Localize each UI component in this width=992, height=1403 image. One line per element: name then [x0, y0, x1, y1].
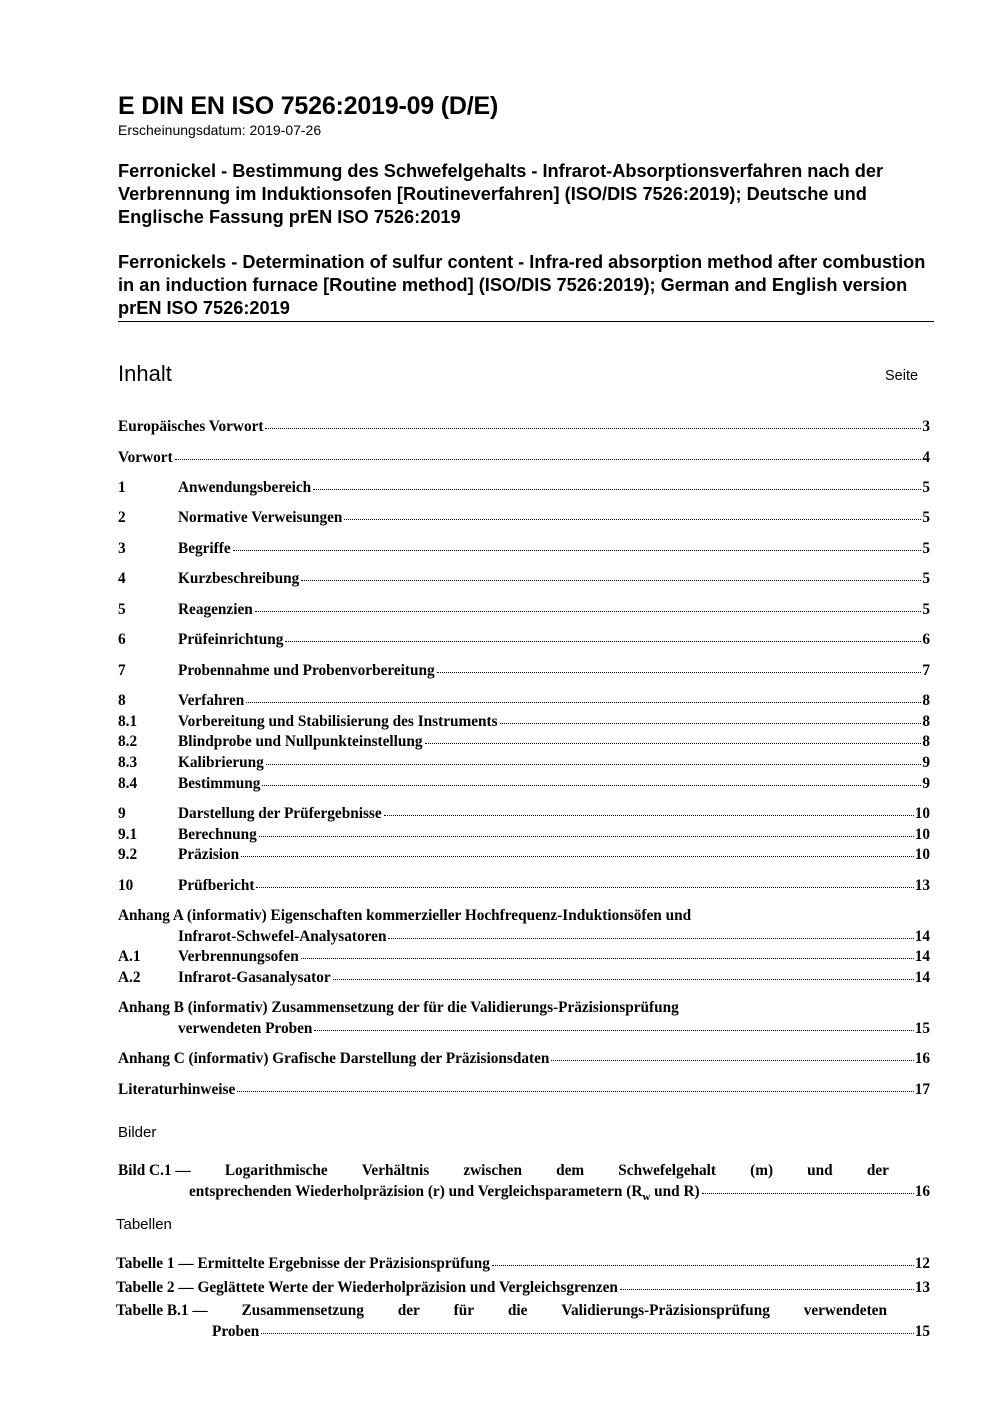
- publication-date: Erscheinungsdatum: 2019-07-26: [118, 122, 322, 138]
- toc-entry[interactable]: 9.1 Berechnung 10: [118, 826, 930, 843]
- toc-entry[interactable]: 6 Prüfeinrichtung 6: [118, 631, 930, 648]
- title-english: Ferronickels - Determination of sulfur content - Infra-red absorption method after combustion in an induction furnace [Routine method] (ISO/DIS 7526:2019); German and English version prEN ISO 7526:2019: [118, 252, 926, 318]
- toc-entry[interactable]: 1 Anwendungsbereich 5: [118, 479, 930, 496]
- toc-entry[interactable]: Europäisches Vorwort 3: [118, 418, 930, 435]
- toc-entry[interactable]: 2 Normative Verweisungen 5: [118, 509, 930, 526]
- table-1-entry[interactable]: Tabelle 1 — Ermittelte Ergebnisse der Präzisionsprüfung 12: [116, 1255, 930, 1272]
- annex-a-title[interactable]: Anhang A (informativ) Eigenschaften kommerzieller Hochfrequenz-Induktionsöfen und: [118, 907, 692, 924]
- annex-c-entry[interactable]: Anhang C (informativ) Grafische Darstellung der Präzisionsdaten 16: [118, 1050, 930, 1067]
- annex-b-title[interactable]: Anhang B (informativ) Zusammensetzung der für die Validierungs-Präzisionsprüfung: [118, 999, 679, 1016]
- toc-entry[interactable]: 4 Kurzbeschreibung 5: [118, 570, 930, 587]
- toc-page-label: Seite: [885, 368, 919, 384]
- toc-entry[interactable]: 7 Probennahme und Probenvorbereitung 7: [118, 662, 930, 679]
- figures-heading: Bilder: [118, 1124, 157, 1141]
- document-title: E DIN EN ISO 7526:2019-09 (D/E): [118, 92, 499, 120]
- references-entry[interactable]: Literaturhinweise 17: [118, 1081, 930, 1098]
- toc-entry[interactable]: 8.1 Vorbereitung und Stabilisierung des Instruments 8: [118, 713, 930, 730]
- tables-heading: Tabellen: [116, 1216, 172, 1233]
- toc-entry[interactable]: 8.4 Bestimmung 9: [118, 775, 930, 792]
- toc-entry[interactable]: 9 Darstellung der Prüfergebnisse 10: [118, 805, 930, 822]
- table-b1-entry[interactable]: Proben 15: [212, 1323, 930, 1340]
- toc-entry[interactable]: 8 Verfahren 8: [118, 692, 930, 709]
- toc-entry[interactable]: 9.2 Präzision 10: [118, 846, 930, 863]
- toc-entry[interactable]: A.2 Infrarot-Gasanalysator 14: [118, 969, 930, 986]
- toc-entry[interactable]: A.1 Verbrennungsofen 14: [118, 948, 930, 965]
- toc-entry[interactable]: 8.2 Blindprobe und Nullpunkteinstellung 8: [118, 733, 930, 750]
- toc-entry[interactable]: 8.3 Kalibrierung 9: [118, 754, 930, 771]
- toc-entry[interactable]: 3 Begriffe 5: [118, 540, 930, 557]
- toc-entry[interactable]: Vorwort 4: [118, 449, 930, 466]
- figure-c1-entry[interactable]: entsprechenden Wiederholpräzision (r) und Vergleichsparametern ($R_w$ und R) 16: [189, 1183, 930, 1204]
- title-divider: [118, 321, 934, 322]
- toc-entry[interactable]: 10 Prüfbericht 13: [118, 877, 930, 894]
- table-2-entry[interactable]: Tabelle 2 — Geglättete Werte der Wiederholpräzision und Vergleichsgrenzen 13: [116, 1279, 930, 1296]
- title-german: Ferronickel - Bestimmung des Schwefelgehalts - Infrarot-Absorptionsverfahren nach der Verbrennung im Induktionsofen [Routineverfahren] (ISO/DIS 7526:2019); Deutsche und Englische Fassung prEN ISO 7526:2019: [118, 161, 884, 227]
- toc-heading: Inhalt: [118, 361, 172, 386]
- table-b1-line1[interactable]: Tabelle B.1 — Zusammensetzung der für die Validierungs-Präzisionsprüfung verwendeten: [116, 1302, 887, 1319]
- annex-a-entry[interactable]: Infrarot-Schwefel-Analysatoren 14: [178, 928, 930, 945]
- toc-entry[interactable]: 5 Reagenzien 5: [118, 601, 930, 618]
- annex-b-entry[interactable]: verwendeten Proben 15: [178, 1020, 930, 1037]
- figure-c1-line1[interactable]: Bild C.1 — Logarithmische Verhältnis zwischen dem Schwefelgehalt (m) und der: [118, 1162, 889, 1179]
